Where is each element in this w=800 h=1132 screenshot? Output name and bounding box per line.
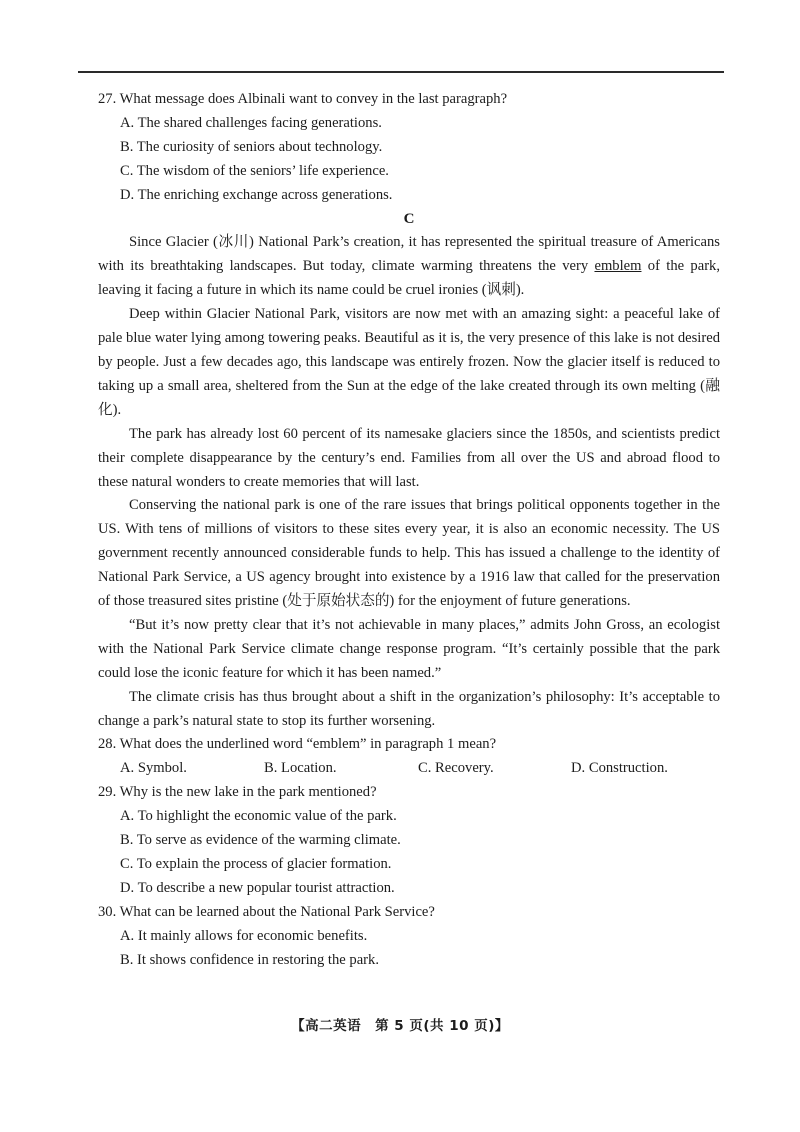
passage-paragraph-5: “But it’s now pretty clear that it’s not achievable in many places,” admits John Gross, an ecologist with the National Park Service climate change response program. “It’s certainly possible that the park could lose the iconic feature for which it has been named.”	[98, 616, 720, 681]
header-rule	[78, 71, 724, 73]
passage-paragraph-3: The park has already lost 60 percent of its namesake glaciers since the 1850s, and scientists predict their complete disappearance by the century’s end. Families from all over the US and abroad flood to these natural wonders to create memories that will last.	[98, 425, 720, 490]
question-29-option-d: D. To describe a new popular tourist attraction.	[120, 879, 395, 896]
question-29-option-c: C. To explain the process of glacier formation.	[120, 856, 392, 872]
exam-page-content	[98, 88, 720, 973]
question-30: 30. What can be learned about the National Park Service?	[98, 903, 435, 920]
question-30-option-b: B. It shows confidence in restoring the park.	[120, 951, 379, 968]
section-c-heading: C	[403, 210, 415, 227]
question-27-option-c: C. The wisdom of the seniors’ life experience.	[120, 162, 389, 179]
passage-paragraph-4: Conserving the national park is one of the rare issues that brings political opponents together in the US. With tens of millions of visitors to these sites every year, it is also an economic necessity. The US government recently announced considerable funds to help. This has issued a challenge to the identity of National Park Service, a US agency brought into existence by a 1916 law that called for the preservation of those treasured sites pristine (处于原始状态的) for the enjoyment of future generations.	[98, 497, 720, 610]
question-28: 28. What does the underlined word “emblem” in paragraph 1 mean?	[98, 736, 497, 753]
question-28-option-c: C. Recovery.	[418, 760, 494, 777]
question-30-option-a: A. It mainly allows for economic benefits.	[120, 927, 368, 944]
question-27: 27. What message does Albinali want to convey in the last paragraph?	[98, 91, 508, 107]
page-footer: 【高二英语 第 5 页(共 10 页)】	[291, 1018, 509, 1034]
passage-paragraph-6: The climate crisis has thus brought about a shift in the organization’s philosophy: It’s acceptable to change a park’s natural state to stop its further worsening.	[98, 688, 720, 729]
question-29-option-a: A. To highlight the economic value of the park.	[120, 808, 397, 825]
paragraph-1-text-start: Since Glacier (冰川) National Park’s creation, it has represented the spiritual treasure of Americans with its breathtaking landscapes. But today, climate warming threatens the very	[98, 234, 720, 275]
question-28-option-d: D. Construction.	[571, 760, 668, 777]
question-28-option-b: B. Location.	[264, 760, 337, 777]
question-29: 29. Why is the new lake in the park mentioned?	[98, 784, 377, 801]
paragraph-1-text-end: of the park, leaving it facing a future in which its name could be cruel ironies (讽刺).	[98, 258, 720, 299]
question-29-option-b: B. To serve as evidence of the warming climate.	[120, 832, 401, 849]
question-28-options	[98, 757, 720, 781]
passage-paragraph-1	[98, 231, 720, 303]
question-27-option-a: A. The shared challenges facing generations.	[120, 114, 382, 131]
passage-paragraph-2: Deep within Glacier National Park, visitors are now met with an amazing sight: a peaceful lake of pale blue water lying among towering peaks. Beautiful as it is, the very presence of this lake is not desired by people. Just a few decades ago, this landscape was entirely frozen. Now the glacier itself is reduced to taking up a small area, sheltered from the Sun at the edge of the lake created through its own melting (融化).	[98, 306, 720, 418]
question-27-option-b: B. The curiosity of seniors about technology.	[120, 138, 383, 155]
underlined-word-emblem: emblem	[594, 258, 642, 275]
question-28-option-a: A. Symbol.	[120, 760, 187, 777]
question-27-option-d: D. The enriching exchange across generations.	[120, 186, 393, 203]
